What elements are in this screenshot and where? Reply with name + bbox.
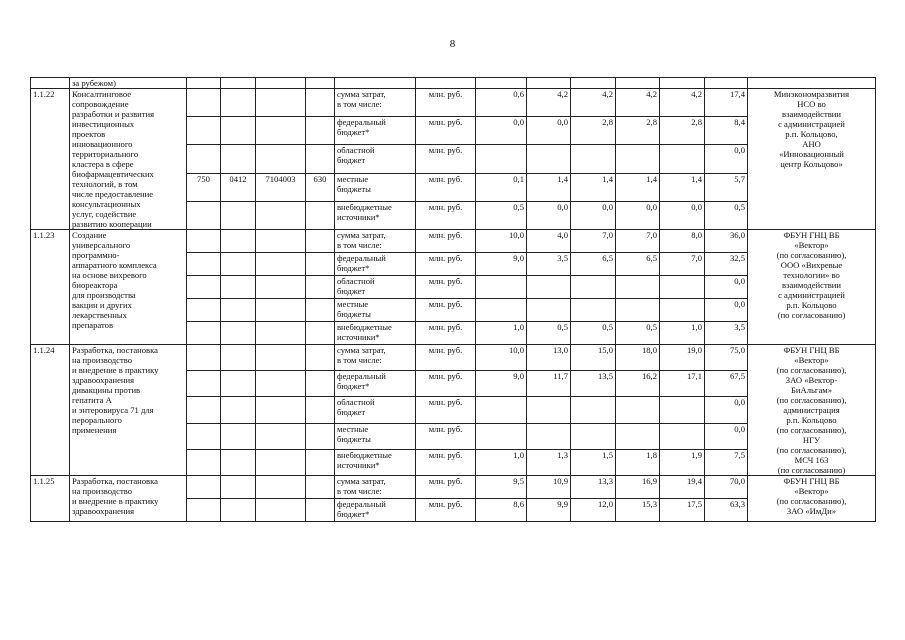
year-value-cell: 2,8 <box>571 117 616 145</box>
code-cell <box>306 276 335 299</box>
code-cell <box>306 371 335 397</box>
item-number-cell <box>31 78 70 89</box>
code-cell <box>306 345 335 371</box>
year-value-cell: 9,0 <box>476 253 527 276</box>
unit-cell: млн. руб. <box>416 89 476 117</box>
code-cell <box>187 423 221 449</box>
program-measures-table <box>30 77 876 522</box>
year-value-cell: 12,0 <box>571 499 616 522</box>
code-cell <box>256 201 306 229</box>
total-value-cell: 0,0 <box>705 145 748 173</box>
year-value-cell <box>527 276 571 299</box>
year-value-cell <box>476 276 527 299</box>
code-cell <box>256 449 306 475</box>
year-value-cell: 0,5 <box>571 322 616 345</box>
year-value-cell <box>476 423 527 449</box>
total-value-cell: 63,3 <box>705 499 748 522</box>
year-value-cell: 17,5 <box>660 499 705 522</box>
funding-source-cell: местные бюджеты <box>335 423 416 449</box>
item-number-cell: 1.1.22 <box>31 89 70 230</box>
code-cell <box>187 145 221 173</box>
code-cell <box>256 276 306 299</box>
year-value-cell: 13,0 <box>527 345 571 371</box>
total-value-cell: 7,5 <box>705 449 748 475</box>
code-cell <box>187 449 221 475</box>
year-value-cell: 7,0 <box>616 230 660 253</box>
code-cell <box>187 201 221 229</box>
total-value-cell: 75,0 <box>705 345 748 371</box>
unit-cell: млн. руб. <box>416 449 476 475</box>
unit-cell: млн. руб. <box>416 253 476 276</box>
code-cell <box>187 299 221 322</box>
funding-source-cell: внебюджетные источники* <box>335 201 416 229</box>
year-value-cell: 11,7 <box>527 371 571 397</box>
unit-cell: млн. руб. <box>416 423 476 449</box>
unit-cell: млн. руб. <box>416 173 476 201</box>
code-cell <box>187 230 221 253</box>
total-value-cell: 0,0 <box>705 397 748 423</box>
unit-cell: млн. руб. <box>416 499 476 522</box>
year-value-cell: 15,3 <box>616 499 660 522</box>
code-cell <box>221 476 256 499</box>
code-cell <box>187 371 221 397</box>
code-cell <box>256 423 306 449</box>
funding-source-cell: внебюджетные источники* <box>335 449 416 475</box>
code-cell <box>306 201 335 229</box>
code-cell <box>256 230 306 253</box>
year-value-cell: 0,0 <box>660 201 705 229</box>
code-cell <box>256 371 306 397</box>
year-value-cell: 0,1 <box>476 173 527 201</box>
expense-type-code-cell: 630 <box>306 173 335 201</box>
code-cell <box>306 299 335 322</box>
target-article-code-cell: 7104003 <box>256 173 306 201</box>
year-value-cell: 9,0 <box>476 371 527 397</box>
code-cell <box>187 499 221 522</box>
code-cell <box>187 253 221 276</box>
funding-source-cell: федеральный бюджет* <box>335 117 416 145</box>
section-code-cell: 0412 <box>221 173 256 201</box>
year-value-cell: 3,5 <box>527 253 571 276</box>
unit-cell: млн. руб. <box>416 397 476 423</box>
code-cell <box>221 145 256 173</box>
year-value-cell: 15,0 <box>571 345 616 371</box>
funding-source-cell: сумма затрат, в том числе: <box>335 89 416 117</box>
unit-cell: млн. руб. <box>416 371 476 397</box>
unit-cell: млн. руб. <box>416 230 476 253</box>
funding-source-cell: сумма затрат, в том числе: <box>335 230 416 253</box>
year-value-cell <box>571 299 616 322</box>
year-value-cell <box>527 145 571 173</box>
year-value-cell <box>527 299 571 322</box>
unit-cell: млн. руб. <box>416 145 476 173</box>
year-value-cell <box>660 299 705 322</box>
year-value-cell: 10,9 <box>527 476 571 499</box>
continuation-row <box>31 78 876 89</box>
year-value-cell: 19,0 <box>660 345 705 371</box>
year-value-cell <box>571 397 616 423</box>
code-cell <box>256 322 306 345</box>
year-value-cell: 0,6 <box>476 89 527 117</box>
year-value-cell <box>571 145 616 173</box>
code-cell <box>187 476 221 499</box>
funding-source-cell: федеральный бюджет* <box>335 499 416 522</box>
total-value-cell: 17,4 <box>705 89 748 117</box>
year-value-cell: 13,5 <box>571 371 616 397</box>
year-value-cell <box>660 397 705 423</box>
code-cell <box>221 345 256 371</box>
code-cell <box>306 499 335 522</box>
funding-source-cell: сумма затрат, в том числе: <box>335 345 416 371</box>
code-cell <box>221 201 256 229</box>
unit-cell: млн. руб. <box>416 322 476 345</box>
funding-source-cell: федеральный бюджет* <box>335 253 416 276</box>
item-name-cell: Разработка, постановка на производство и внедрение в практику здравоохранения <box>70 476 187 522</box>
table-row <box>31 476 876 499</box>
total-value-cell: 70,0 <box>705 476 748 499</box>
code-cell <box>221 371 256 397</box>
code-cell <box>256 89 306 117</box>
code-cell <box>306 322 335 345</box>
code-cell <box>256 476 306 499</box>
year-value-cell: 9,9 <box>527 499 571 522</box>
year-value-cell: 8,6 <box>476 499 527 522</box>
year-value-cell: 16,2 <box>616 371 660 397</box>
executor-cell: ФБУН ГНЦ ВБ «Вектор» (по согласованию), ООО «Вихревые технологии» во взаимодействии с администрацией р.п. Кольцово (по согласованию) <box>748 230 876 345</box>
total-value-cell: 0,0 <box>705 299 748 322</box>
unit-cell: млн. руб. <box>416 276 476 299</box>
item-number-cell: 1.1.24 <box>31 345 70 476</box>
total-value-cell: 8,4 <box>705 117 748 145</box>
year-value-cell: 1,4 <box>571 173 616 201</box>
year-value-cell: 8,0 <box>660 230 705 253</box>
year-value-cell: 10,0 <box>476 230 527 253</box>
year-value-cell <box>660 423 705 449</box>
year-value-cell: 13,3 <box>571 476 616 499</box>
code-cell <box>306 476 335 499</box>
code-cell <box>221 322 256 345</box>
year-value-cell <box>571 423 616 449</box>
funding-source-cell: федеральный бюджет* <box>335 371 416 397</box>
page-number: 8 <box>449 38 456 50</box>
total-value-cell: 36,0 <box>705 230 748 253</box>
year-value-cell: 16,9 <box>616 476 660 499</box>
code-cell <box>187 117 221 145</box>
code-cell <box>306 230 335 253</box>
total-value-cell: 32,5 <box>705 253 748 276</box>
year-value-cell: 0,0 <box>476 117 527 145</box>
year-value-cell: 0,5 <box>476 201 527 229</box>
table-row <box>31 230 876 253</box>
year-value-cell: 1,4 <box>660 173 705 201</box>
year-value-cell: 2,8 <box>660 117 705 145</box>
year-value-cell: 4,0 <box>527 230 571 253</box>
item-name-cell: Консалтинговое сопровождение разработки и развития инвестиционных проектов инновационного территориального кластера в сфере биофармацевтических технологий, в том числе предоставление консультационных услуг, содействие развитию кооперации <box>70 89 187 230</box>
year-value-cell: 0,5 <box>527 322 571 345</box>
code-cell <box>306 145 335 173</box>
year-value-cell: 1,3 <box>527 449 571 475</box>
funding-source-cell: областной бюджет <box>335 276 416 299</box>
year-value-cell <box>571 276 616 299</box>
code-cell <box>187 397 221 423</box>
funding-source-cell: местные бюджеты <box>335 299 416 322</box>
unit-cell: млн. руб. <box>416 201 476 229</box>
year-value-cell: 0,0 <box>527 117 571 145</box>
executor-cell: ФБУН ГНЦ ВБ «Вектор» (по согласованию), ЗАО «Вектор- БиАльгам» (по согласованию), администрация р.п. Кольцово (по согласованию), НГУ (по согласованию), МСЧ 163 (по согласованию) <box>748 345 876 476</box>
year-value-cell <box>476 145 527 173</box>
code-cell <box>221 117 256 145</box>
year-value-cell <box>476 299 527 322</box>
table-body <box>31 78 876 522</box>
year-value-cell: 1,0 <box>476 322 527 345</box>
code-cell <box>187 89 221 117</box>
year-value-cell: 0,0 <box>527 201 571 229</box>
code-cell <box>221 397 256 423</box>
funding-source-cell: областной бюджет <box>335 397 416 423</box>
year-value-cell: 0,0 <box>571 201 616 229</box>
code-cell <box>256 253 306 276</box>
table-row <box>31 89 876 117</box>
item-number-cell: 1.1.23 <box>31 230 70 345</box>
code-cell <box>306 253 335 276</box>
total-value-cell: 3,5 <box>705 322 748 345</box>
year-value-cell: 10,0 <box>476 345 527 371</box>
code-cell <box>306 423 335 449</box>
code-cell <box>187 276 221 299</box>
code-cell <box>187 345 221 371</box>
year-value-cell: 9,5 <box>476 476 527 499</box>
grbs-code-cell: 750 <box>187 173 221 201</box>
year-value-cell <box>616 397 660 423</box>
unit-cell: млн. руб. <box>416 299 476 322</box>
item-name-cell: за рубежом) <box>70 78 187 89</box>
code-cell <box>256 397 306 423</box>
code-cell <box>187 322 221 345</box>
year-value-cell <box>616 423 660 449</box>
year-value-cell: 19,4 <box>660 476 705 499</box>
total-value-cell: 0,0 <box>705 276 748 299</box>
code-cell <box>256 499 306 522</box>
unit-cell: млн. руб. <box>416 117 476 145</box>
year-value-cell: 1,4 <box>616 173 660 201</box>
code-cell <box>256 299 306 322</box>
year-value-cell: 0,5 <box>616 322 660 345</box>
code-cell <box>221 449 256 475</box>
item-number-cell: 1.1.25 <box>31 476 70 522</box>
code-cell <box>221 499 256 522</box>
year-value-cell: 7,0 <box>571 230 616 253</box>
year-value-cell: 17,1 <box>660 371 705 397</box>
year-value-cell <box>527 397 571 423</box>
year-value-cell: 1,4 <box>527 173 571 201</box>
item-name-cell: Разработка, постановка на производство и внедрение в практику здравоохранения дивакцины против гепатита А и энтеровируса 71 для перорального применения <box>70 345 187 476</box>
year-value-cell: 18,0 <box>616 345 660 371</box>
year-value-cell <box>476 397 527 423</box>
code-cell <box>306 397 335 423</box>
total-value-cell: 67,5 <box>705 371 748 397</box>
code-cell <box>221 423 256 449</box>
year-value-cell <box>616 299 660 322</box>
year-value-cell: 4,2 <box>527 89 571 117</box>
year-value-cell: 1,9 <box>660 449 705 475</box>
year-value-cell: 4,2 <box>660 89 705 117</box>
year-value-cell: 6,5 <box>571 253 616 276</box>
code-cell <box>306 449 335 475</box>
unit-cell: млн. руб. <box>416 345 476 371</box>
code-cell <box>221 89 256 117</box>
total-value-cell: 0,5 <box>705 201 748 229</box>
code-cell <box>256 145 306 173</box>
total-value-cell: 0,0 <box>705 423 748 449</box>
year-value-cell: 6,5 <box>616 253 660 276</box>
code-cell <box>221 230 256 253</box>
year-value-cell <box>616 145 660 173</box>
funding-source-cell: внебюджетные источники* <box>335 322 416 345</box>
year-value-cell: 1,5 <box>571 449 616 475</box>
code-cell <box>306 89 335 117</box>
code-cell <box>221 276 256 299</box>
code-cell <box>221 299 256 322</box>
year-value-cell <box>660 145 705 173</box>
code-cell <box>221 253 256 276</box>
year-value-cell <box>660 276 705 299</box>
funding-source-cell: сумма затрат, в том числе: <box>335 476 416 499</box>
year-value-cell <box>527 423 571 449</box>
code-cell <box>306 117 335 145</box>
year-value-cell: 4,2 <box>616 89 660 117</box>
year-value-cell: 1,0 <box>476 449 527 475</box>
table-row <box>31 345 876 371</box>
funding-source-cell: областной бюджет <box>335 145 416 173</box>
executor-cell: Минэкономразвития НСО во взаимодействии с администрацией р.п. Кольцово, АНО «Инновационный центр Кольцово» <box>748 89 876 230</box>
executor-cell: ФБУН ГНЦ ВБ «Вектор» (по согласованию), ЗАО «ИмДи» <box>748 476 876 522</box>
total-value-cell: 5,7 <box>705 173 748 201</box>
item-name-cell: Создание универсального программно- аппаратного комплекса на основе вихревого биореактора для производства вакцин и других лекарственных препаратов <box>70 230 187 345</box>
year-value-cell: 7,0 <box>660 253 705 276</box>
funding-source-cell: местные бюджеты <box>335 173 416 201</box>
year-value-cell: 1,0 <box>660 322 705 345</box>
unit-cell: млн. руб. <box>416 476 476 499</box>
year-value-cell: 0,0 <box>616 201 660 229</box>
year-value-cell: 4,2 <box>571 89 616 117</box>
year-value-cell: 1,8 <box>616 449 660 475</box>
year-value-cell: 2,8 <box>616 117 660 145</box>
code-cell <box>256 345 306 371</box>
code-cell <box>256 117 306 145</box>
year-value-cell <box>616 276 660 299</box>
